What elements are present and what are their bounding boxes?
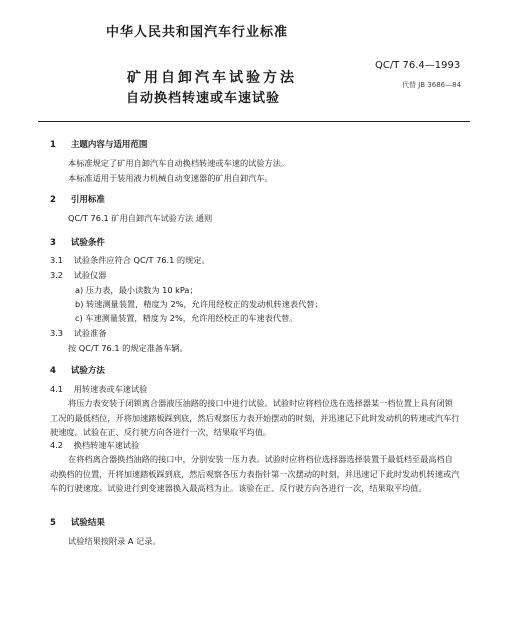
section-number: 1: [50, 140, 56, 150]
instrument-item-b: b) 转速测量装置，精度为 2%，允许用经校正的发动机转速表代替；: [75, 299, 323, 309]
header-rule: [38, 121, 470, 122]
section-1-para-1: 本标准规定了矿用自卸汽车自动换档转速或车速的试验方法。: [68, 158, 290, 168]
section-title: 试验方法: [70, 366, 105, 376]
clause-number: 3.2: [50, 270, 64, 280]
clause-3-1: [50, 255, 210, 265]
section-title: 试验条件: [70, 238, 105, 248]
instrument-item-a: a) 压力表，最小读数为 10 kPa；: [75, 285, 198, 295]
doc-title: 矿用自卸汽车试验方法: [127, 70, 297, 86]
clause-4-1-text: 将压力表安装于闭锁离合器液压油路的接口中进行试验。试验时应将档位选在选择器某一档位置上具有闭锁工况的最低档位，开将加速踏板踩到底，然后观察压力表开始摆动的时刻，并迅速记下此时发动机的转速或汽车行驶速度。试验在正、反行驶方向各进行一次，结果取平均值。: [50, 398, 460, 437]
section-number: 2: [50, 195, 56, 205]
section-number: 5: [50, 518, 56, 528]
section-title: 试验结果: [70, 518, 105, 528]
clause-3-3: [50, 328, 106, 338]
clause-title: 试验准备: [73, 328, 107, 338]
clause-3-3-text: 按 QC/T 76.1 的规定准备车辆。: [68, 343, 188, 353]
clause-title: 换档转速车速试验: [73, 440, 140, 450]
clause-number: 4.2: [50, 440, 64, 450]
clause-number: 3.1: [50, 255, 64, 265]
instrument-item-c: c) 车速测量装置，精度为 2%，允许用经校正的车速表代替。: [75, 313, 298, 323]
clause-3-2: [50, 270, 106, 280]
clause-title: 用转速表或车速试验: [73, 384, 148, 394]
standard-number: QC/T 76.4—1993: [375, 60, 461, 71]
clause-4-2: [50, 440, 139, 450]
section-3-heading: [50, 236, 105, 248]
section-1-heading: [50, 138, 147, 150]
section-2-para-1: QC/T 76.1 矿用自卸汽车试验方法 通则: [68, 213, 213, 223]
section-title: 引用标准: [70, 195, 105, 205]
clause-title: 试验仪器: [73, 270, 107, 280]
replaces-note: 代替 JB 3686—84: [402, 81, 462, 89]
section-1-para-2: 本标准适用于装用液力机械自动变速器的矿用自卸汽车。: [68, 173, 273, 183]
section-number: 4: [50, 366, 56, 376]
clause-number: 4.1: [50, 384, 64, 394]
section-2-heading: [50, 193, 105, 205]
section-number: 3: [50, 238, 56, 248]
clause-4-2-text: 在将档离合器换挡油路的接口中，分别安装一压力表。试验时应将档位选择器选择装置于最低档至最高档自动换档的位置，开将加速踏板踩到底，然后观察各压力表指针第一次摆动的时刻，并迅速记下此时发动机转速或汽车的行驶速度。试验进行到变速器换入最高档为止。该验在正、反行驶方向各进行一次，结果取平均值。: [50, 454, 460, 493]
clause-text: 试验条件应符合 QC/T 76.1 的规定。: [73, 255, 210, 265]
section-5-heading: [50, 516, 105, 528]
org-title: 中华人民共和国汽车行业标准: [106, 25, 289, 40]
clause-number: 3.3: [50, 328, 64, 338]
doc-subtitle: 自动换档转速或车速试验: [126, 91, 281, 106]
clause-4-1: [50, 384, 147, 394]
section-title: 主题内容与适用范围: [70, 140, 148, 150]
section-4-heading: [50, 364, 105, 376]
section-5-para-1: 试验结果按附录 A 记录。: [68, 536, 161, 546]
